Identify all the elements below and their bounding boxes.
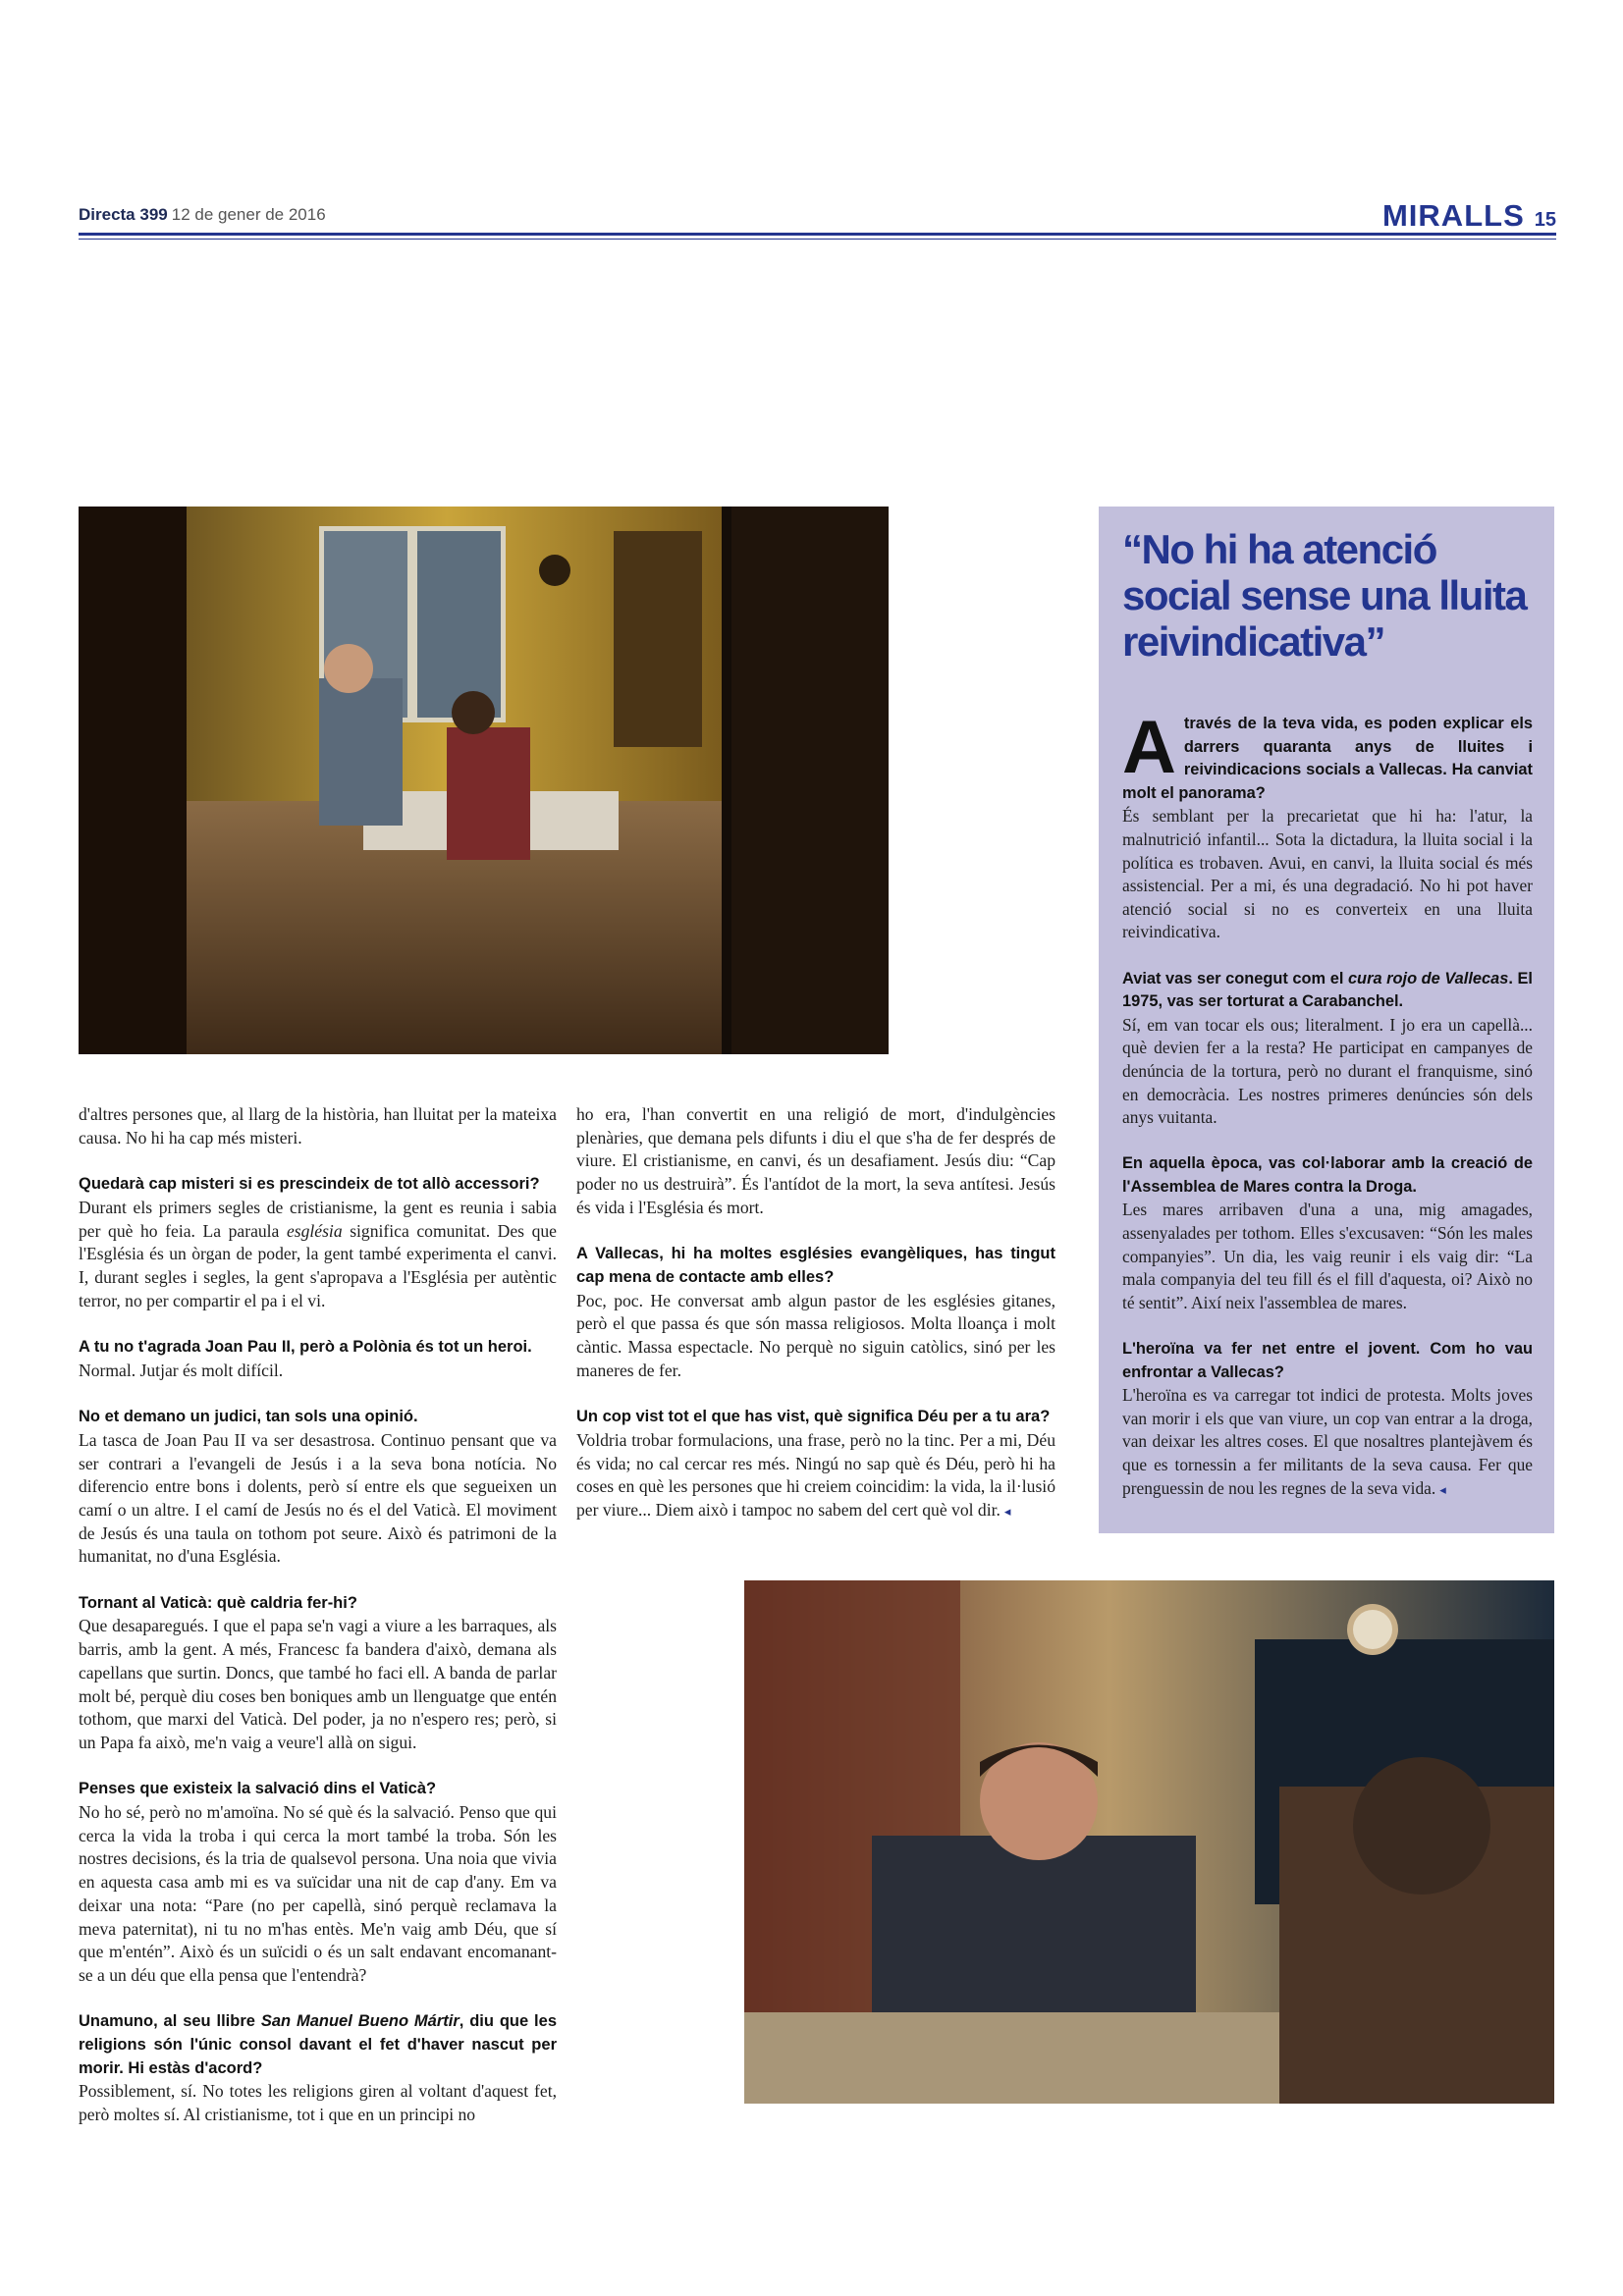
- paragraph: d'altres persones que, al llarg de la història, han lluitat per la mateixa causa. No hi ha cap més misteri.: [79, 1104, 557, 1148]
- sidebar-qa-2: [1122, 968, 1533, 1130]
- answer: Voldria trobar formulacions, una frase, però no la tinc. Per a mi, Déu és vida; no cal cercar res més. Ningú no sap què és Déu, però hi ha coses en què les persones que hi creiem coincidim: la vida, la il·lusió per viure... Diem això i tampoc no sabem del cert què vol dir.: [576, 1429, 1055, 1520]
- sidebar-qa-3: [1122, 1152, 1533, 1314]
- end-mark-icon: ◂: [1003, 1503, 1011, 1519]
- question: A tu no t'agrada Joan Pau II, però a Polònia és tot un heroi.: [79, 1338, 532, 1356]
- question: No et demano un judici, tan sols una opinió.: [79, 1408, 418, 1426]
- question-italic: San Manuel Bueno Mártir: [260, 2012, 460, 2031]
- question: [1122, 968, 1533, 1014]
- answer-italic: església: [286, 1220, 343, 1241]
- question-text: , diu que les religions són l'únic consol davant el fet d'haver nascut per morir. Hi estàs d'acord?: [79, 2012, 557, 2077]
- photo-two-men-at-table-illustration: [79, 507, 889, 1054]
- section-label: [1382, 198, 1556, 234]
- sidebar-title: “No hi ha atenció social sense una lluita reivindicativa”: [1122, 526, 1527, 665]
- sidebar-body: [1122, 706, 1533, 1524]
- question-text: Unamuno, al seu llibre: [79, 2012, 261, 2031]
- question: Un cop vist tot el que has vist, què significa Déu per a tu ara?: [576, 1408, 1051, 1426]
- sidebar-qa-4: [1122, 1338, 1533, 1501]
- answer: significa comunitat. Des que l'Església és un òrgan de poder, la gent també experimenta el canvi. I, durant segles i segles, la gent s'apropava a l'Església per autèntic terror, no per compartir el pa i el vi.: [79, 1220, 557, 1310]
- answer: La tasca de Joan Pau II va ser desastrosa. Continuo pensant que va ser contrari a l'evangeli de Jesús i a la seva bona notícia. No diferencio entre bons i dolents, però sí entre els que segueixen un camí o un altre. I el camí de Jesús no és el del Vaticà. El moviment de Jesús és una taula on tothom pot seure. Això és patrimoni de la humanitat, no d'una Església.: [79, 1429, 557, 1567]
- header-rule-thin: [79, 239, 1556, 240]
- qa-block: [576, 1406, 1055, 1523]
- answer: Possiblement, sí. No totes les religions giren al voltant d'aquest fet, però moltes sí. Al cristianisme, tot i que en un principi no: [79, 2081, 557, 2125]
- qa-block: [79, 1406, 557, 1569]
- end-mark-icon: ◂: [1439, 1481, 1446, 1497]
- page-header: [79, 198, 1556, 233]
- question: Tornant al Vaticà: què caldria fer-hi?: [79, 1593, 357, 1612]
- question: Quedarà cap misteri si es prescindeix de tot allò accessori?: [79, 1175, 540, 1194]
- header-rule: [79, 233, 1556, 236]
- answer: No ho sé, però no m'amoïna. No sé què és la salvació. Penso que qui cerca la vida la troba i qui cerca la mort també la troba. Són les nostres decisions, és la tria de qualsevol persona. Una noia que vivia en aquesta casa amb mi es va suïcidar una nit de cap d'any. Em va deixar una nota: “Pare (no per capellà, sinó perquè reclamava la meva paternitat), ni tu no m'has entès. Me'n vaig amb Déu, que sí que m'entén”. Això és un suïcidi o és un salt endavant encomanant-se a un déu que ella pensa que l'entendrà?: [79, 1802, 557, 1985]
- question: L'heroïna va fer net entre el jovent. Com ho vau enfrontar a Vallecas?: [1122, 1340, 1533, 1381]
- issue-info: [79, 205, 326, 225]
- question: A Vallecas, hi ha moltes esglésies evangèliques, has tingut cap mena de contacte amb elles?: [576, 1245, 1055, 1286]
- answer: Normal. Jutjar és molt difícil.: [79, 1360, 284, 1380]
- publication-name: Directa 399: [79, 205, 168, 224]
- article-column-1: [79, 1103, 557, 2151]
- qa-block: [576, 1243, 1055, 1382]
- issue-date: 12 de gener de 2016: [171, 205, 326, 224]
- sidebar-interview-box: [1099, 507, 1554, 1533]
- question-text: . El 1975, vas ser torturat a Carabanchel.: [1122, 969, 1533, 1011]
- photo-interview-room: [79, 507, 889, 1054]
- page-number: 15: [1534, 209, 1556, 231]
- drop-cap: A: [1122, 706, 1176, 789]
- photo-man-listening-illustration: [744, 1580, 1554, 2104]
- answer: Que desaparegués. I que el papa se'n vagi a viure a les barraques, als barris, amb la gent. A més, Francesc fa bandera d'això, demana als capellans que surtin. Doncs, que també ho faci ell. A banda de parlar molt bé, perquè diu coses ben boniques amb un llenguatge que entén tothom, que marxi del Vaticà. Del poder, ja no n'espero res; però, si un Papa fa això, me'n vaig a veure'l allà on sigui.: [79, 1616, 557, 1752]
- qa-block: [79, 1336, 557, 1382]
- question: [79, 2010, 557, 2080]
- qa-block: [79, 1778, 557, 1987]
- question: través de la teva vida, es poden explicar els darrers quaranta anys de lluites i reivindicacions socials a Vallecas. Ha canviat molt el panorama?: [1122, 715, 1533, 802]
- answer: Durant els primers segles de cristianisme, la gent es reunia i sabia per què ho feia. La paraula: [79, 1197, 557, 1241]
- answer: Les mares arribaven d'una a una, mig amagades, assenyalades per tothom. Elles s'excusaven: “Són les males companyies”. Un dia, les vaig reunir i els vaig dir: “La mala companyia del teu fill és el fill d'aquesta, oi? Això no té sentit”. Així neix l'assemblea de mares.: [1122, 1200, 1533, 1312]
- question-text: Aviat vas ser conegut com el: [1122, 969, 1348, 988]
- section-name: MIRALLS: [1381, 198, 1525, 233]
- article-column-2: [576, 1103, 1055, 1546]
- question-italic: cura rojo de Vallecas: [1347, 969, 1509, 988]
- answer: Poc, poc. He conversat amb algun pastor de les esglésies gitanes, però el que passa és que són massa religiosos. Molta lloança i molt càntic. Massa espectacle. No perquè no siguin catòlics, sinó per les maneres de fer.: [576, 1290, 1055, 1380]
- photo-interviewee-closeup: [744, 1580, 1554, 2104]
- qa-block: [79, 2010, 557, 2127]
- qa-block: [79, 1173, 557, 1312]
- answer: Sí, em van tocar els ous; literalment. I jo era un capellà... què devien fer a la resta? He participat en campanyes de denúncia de la tortura, però no durant el franquisme, sinó en democràcia. Les nostres primeres denúncies són dels anys vuitanta.: [1122, 1014, 1533, 1128]
- qa-block: [79, 1592, 557, 1755]
- question: Penses que existeix la salvació dins el Vaticà?: [79, 1780, 437, 1798]
- answer: L'heroïna es va carregar tot indici de protesta. Molts joves van morir i els que van viure, un cop van entrar a la droga, van deixar les altres coses. El que nosaltres plantejàvem és que es tornessin a fer militants de la seva causa. Fer que prenguessin de nou les regnes de la seva vida.: [1122, 1385, 1533, 1498]
- answer: És semblant per la precarietat que hi ha: l'atur, la malnutrició infantil... Sota la dictadura, la lluita social i la política es trobaven. Avui, en canvi, la lluita social és més assistencial. Per a mi, és una degradació. No hi pot haver atenció social si no es converteix en una lluita reivindicativa.: [1122, 806, 1533, 942]
- paragraph: ho era, l'han convertit en una religió de mort, d'indulgències plenàries, que demana pels difunts i diu el que s'ha de fer després de viure. El cristianisme, en canvi, és un desafiament. Jesús diu: “Cap poder no us destruirà”. És l'antídot de la mort, la seva antítesi. Jesús és vida i l'Església és mort.: [576, 1104, 1055, 1217]
- question: En aquella època, vas col·laborar amb la creació de l'Assemblea de Mares contra la Droga.: [1122, 1154, 1533, 1196]
- sidebar-qa-1: [1122, 706, 1533, 944]
